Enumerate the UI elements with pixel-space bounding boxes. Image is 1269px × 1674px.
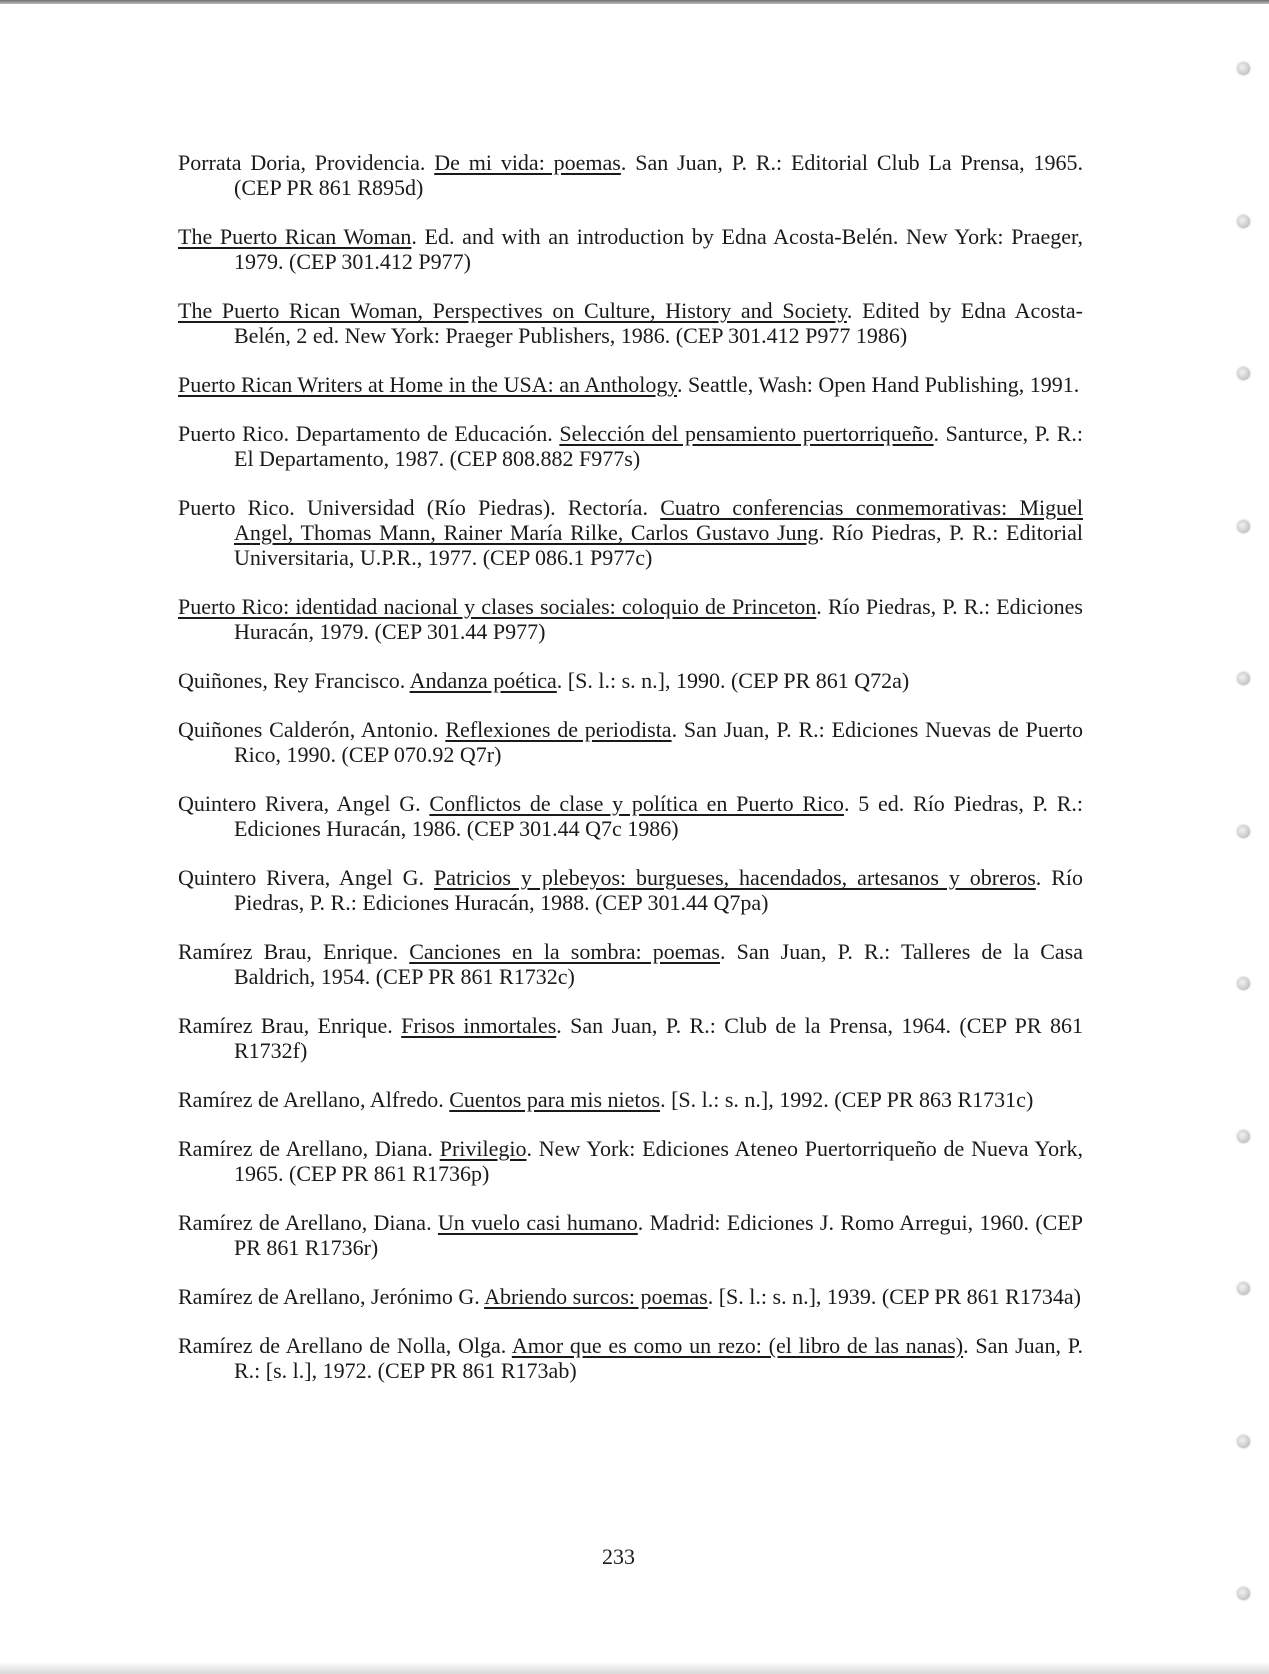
entry-publication: . [S. l.: s. n.], 1992. (CEP PR 863 R1731c) — [660, 1087, 1034, 1112]
entry-publication: . Seattle, Wash: Open Hand Publishing, 1991. — [676, 372, 1080, 397]
binder-hole — [1237, 825, 1250, 838]
entry-publication: . Río Piedras, P. R.: Ediciones Huracán, 1988. (CEP 301.44 Q7pa) — [234, 865, 1083, 915]
bibliography-entry — [178, 298, 1083, 348]
entry-publication: . [S. l.: s. n.], 1939. (CEP PR 861 R1734a) — [707, 1284, 1081, 1309]
bibliography-entry — [178, 421, 1083, 471]
bibliography-entry — [178, 1284, 1083, 1309]
bibliography-entry — [178, 939, 1083, 989]
bibliography-entry — [178, 1210, 1083, 1260]
entry-author: Ramírez de Arellano, Jerónimo G. — [178, 1284, 485, 1309]
entry-title: Selección del pensamiento puertorriqueño — [559, 421, 934, 446]
entry-publication: . [S. l.: s. n.], 1990. (CEP PR 861 Q72a) — [556, 668, 910, 693]
entry-publication: . San Juan, P. R.: Ediciones Nuevas de Puerto Rico, 1990. (CEP 070.92 Q7r) — [234, 717, 1083, 767]
bibliography-entry — [178, 224, 1083, 274]
binder-hole — [1237, 215, 1250, 228]
bibliography-entry — [178, 668, 1083, 693]
entry-publication: . Ed. and with an introduction by Edna Acosta-Belén. New York: Praeger, 1979. (CEP 301.412 P977) — [234, 224, 1083, 274]
bibliography-entry — [178, 865, 1083, 915]
entry-publication: . San Juan, P. R.: Talleres de la Casa Baldrich, 1954. (CEP PR 861 R1732c) — [234, 939, 1083, 989]
bibliography-list — [178, 150, 1083, 1383]
bibliography-entry — [178, 1087, 1083, 1112]
scan-bottom-edge — [0, 1662, 1269, 1674]
scan-top-edge — [0, 0, 1269, 4]
bibliography-entry — [178, 791, 1083, 841]
entry-author: Ramírez de Arellano, Diana. — [178, 1210, 438, 1235]
entry-title: Canciones en la sombra: poemas — [409, 939, 720, 964]
entry-publication: . New York: Ediciones Ateneo Puertorriqueño de Nueva York, 1965. (CEP PR 861 R1736p) — [234, 1136, 1083, 1186]
binder-hole — [1237, 977, 1250, 990]
binder-hole — [1237, 367, 1250, 380]
binder-hole — [1237, 1435, 1250, 1448]
entry-title: Amor que es como un rezo: (el libro de las nanas) — [511, 1333, 964, 1358]
entry-publication: . San Juan, P. R.: [s. l.], 1972. (CEP PR 861 R173ab) — [234, 1333, 1084, 1383]
bibliography-entry — [178, 1013, 1083, 1063]
entry-title: De mi vida: poemas — [434, 150, 621, 175]
entry-publication: . 5 ed. Río Piedras, P. R.: Ediciones Huracán, 1986. (CEP 301.44 Q7c 1986) — [234, 791, 1083, 841]
entry-author: Quiñones Calderón, Antonio. — [178, 717, 446, 742]
entry-author: Ramírez Brau, Enrique. — [178, 1013, 402, 1038]
entry-title: Reflexiones de periodista — [445, 717, 672, 742]
entry-title: Privilegio — [439, 1136, 527, 1161]
bibliography-entry — [178, 1333, 1083, 1383]
entry-title: Andanza poética — [409, 668, 557, 693]
entry-author: Quintero Rivera, Angel G. — [178, 865, 434, 890]
entry-title: The Puerto Rican Woman, Perspectives on Culture, History and Society — [178, 298, 847, 323]
entry-title: Cuatro conferencias conmemorativas: Miguel Angel, Thomas Mann, Rainer María Rilke, Carlos Gustavo Jung — [234, 495, 1083, 545]
entry-author: Quiñones, Rey Francisco. — [178, 668, 410, 693]
entry-title: Abriendo surcos: poemas — [484, 1284, 708, 1309]
entry-publication: . Madrid: Ediciones J. Romo Arregui, 1960. (CEP PR 861 R1736r) — [234, 1210, 1083, 1260]
entry-author: Porrata Doria, Providencia. — [178, 150, 435, 175]
entry-author: Quintero Rivera, Angel G. — [178, 791, 430, 816]
binder-hole — [1237, 672, 1250, 685]
bibliography-entry — [178, 150, 1083, 200]
binder-hole — [1237, 520, 1250, 533]
bibliography-entry — [178, 372, 1083, 397]
entry-title: Patricios y plebeyos: burgueses, hacendados, artesanos y obreros — [433, 865, 1036, 890]
entry-title: Frisos inmortales — [401, 1013, 557, 1038]
entry-title: Cuentos para mis nietos — [449, 1087, 661, 1112]
bibliography-entry — [178, 594, 1083, 644]
entry-title: Puerto Rican Writers at Home in the USA: an Anthology — [178, 372, 677, 397]
bibliography-entry — [178, 495, 1083, 570]
binder-hole — [1237, 1282, 1250, 1295]
entry-publication: . Río Piedras, P. R.: Editorial Universitaria, U.P.R., 1977. (CEP 086.1 P977c) — [234, 520, 1083, 570]
binder-hole — [1237, 62, 1250, 75]
binder-hole — [1237, 1587, 1250, 1600]
entry-author: Ramírez de Arellano, Diana. — [178, 1136, 440, 1161]
entry-publication: . Santurce, P. R.: El Departamento, 1987. (CEP 808.882 F977s) — [234, 421, 1083, 471]
entry-publication: . San Juan, P. R.: Club de la Prensa, 1964. (CEP PR 861 R1732f) — [234, 1013, 1083, 1063]
entry-publication: . Edited by Edna Acosta-Belén, 2 ed. New York: Praeger Publishers, 1986. (CEP 301.412 P977 1986) — [234, 298, 1083, 348]
entry-publication: . Río Piedras, P. R.: Ediciones Huracán, 1979. (CEP 301.44 P977) — [234, 594, 1083, 644]
entry-title: Un vuelo casi humano — [437, 1210, 638, 1235]
entry-author: Ramírez de Arellano, Alfredo. — [178, 1087, 450, 1112]
binder-hole — [1237, 1130, 1250, 1143]
binder-holes — [1229, 0, 1269, 1674]
bibliography-entry — [178, 717, 1083, 767]
bibliography-entry — [178, 1136, 1083, 1186]
entry-author: Ramírez de Arellano de Nolla, Olga. — [178, 1333, 512, 1358]
entry-title: Puerto Rico: identidad nacional y clases sociales: coloquio de Princeton — [178, 594, 817, 619]
entry-title: Conflictos de clase y política en Puerto Rico — [429, 791, 844, 816]
entry-publication: . San Juan, P. R.: Editorial Club La Prensa, 1965. (CEP PR 861 R895d) — [234, 150, 1084, 200]
page-number: 233 — [602, 1544, 635, 1569]
entry-author: Puerto Rico. Departamento de Educación. — [178, 421, 560, 446]
entry-author: Puerto Rico. Universidad (Río Piedras). Rectoría. — [178, 495, 661, 520]
entry-title: The Puerto Rican Woman — [178, 224, 412, 249]
entry-author: Ramírez Brau, Enrique. — [178, 939, 410, 964]
